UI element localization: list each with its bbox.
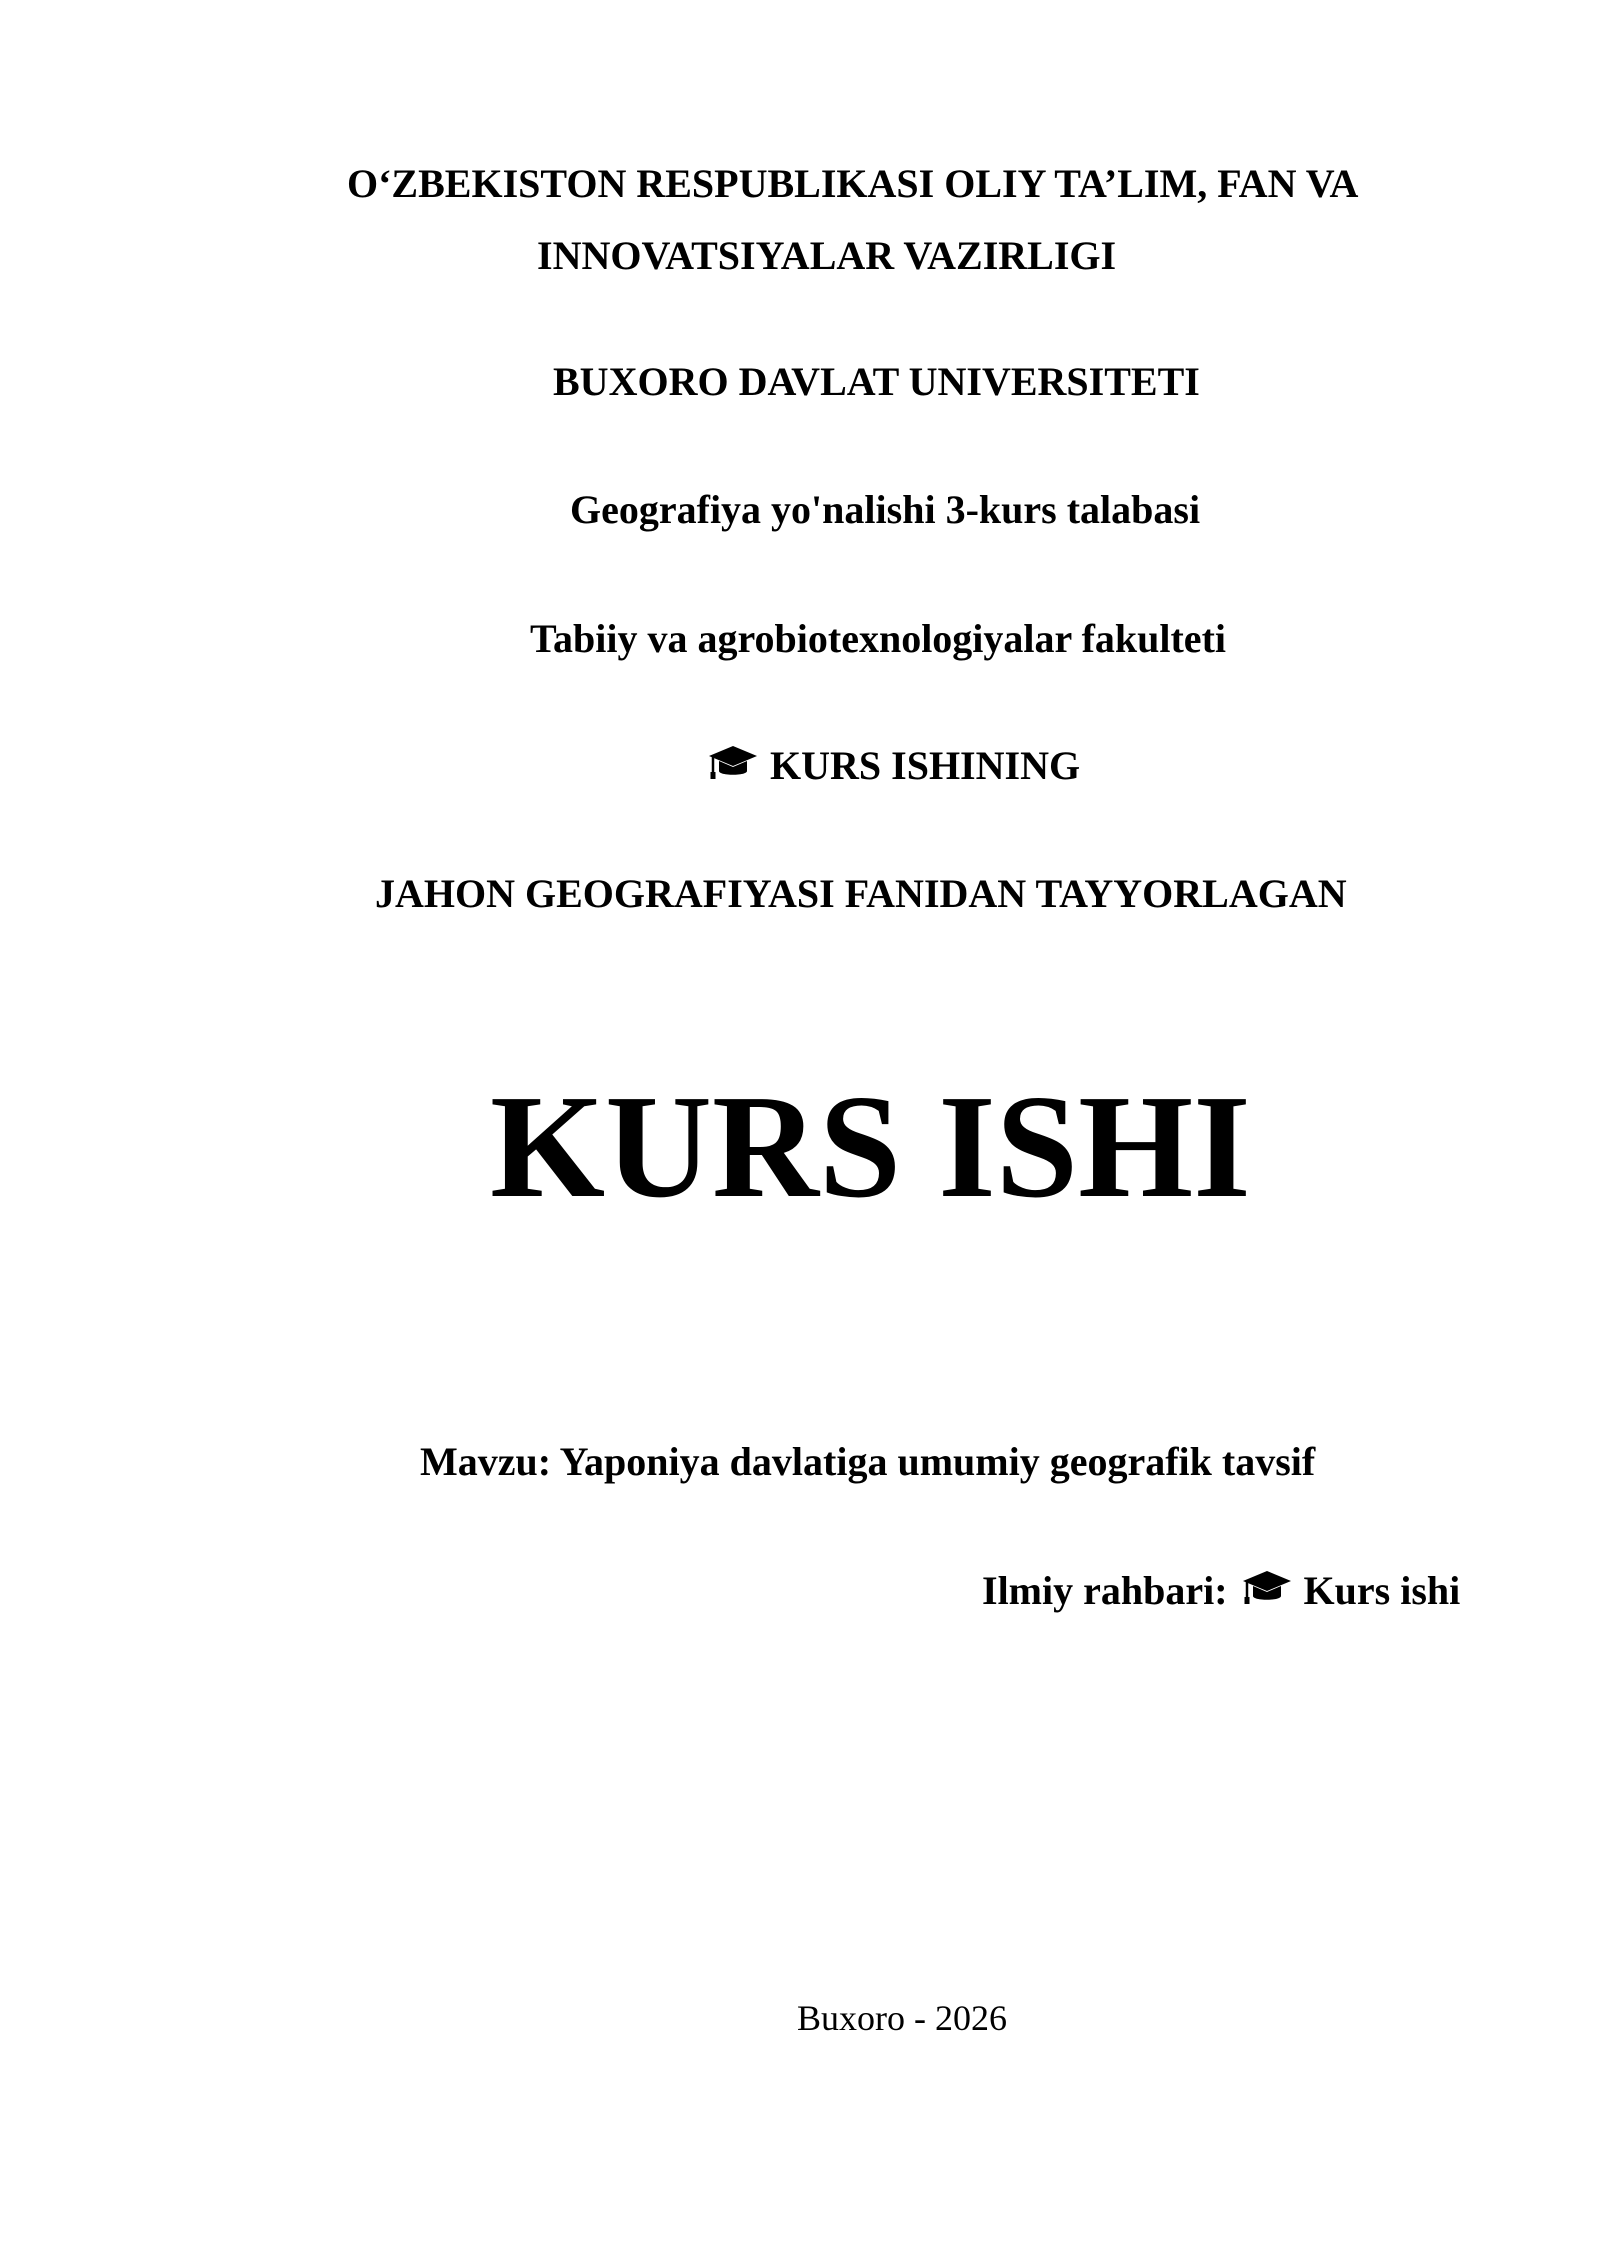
faculty-name: Tabiiy va agrobiotexnologiyalar fakulteti [530, 616, 1226, 661]
graduation-cap-icon [1242, 1568, 1292, 1608]
main-title: KURS ISHI [490, 1065, 1251, 1229]
advisor-label: Ilmiy rahbari: [982, 1568, 1228, 1613]
advisor-value: Kurs ishi [1303, 1568, 1461, 1613]
graduation-cap-icon [708, 743, 758, 783]
subject-line: JAHON GEOGRAFIYASI FANIDAN TAYYORLAGAN [375, 871, 1347, 916]
topic-line: Mavzu: Yaponiya davlatiga umumiy geografik tavsif [420, 1439, 1316, 1484]
advisor-line [982, 1563, 1582, 1619]
ministry-line-2: INNOVATSIYALAR VAZIRLIGI [537, 233, 1117, 278]
kurs-ishining-heading [708, 738, 1308, 794]
ministry-line-1: O‘ZBEKISTON RESPUBLIKASI OLIY TA’LIM, FAN VA [347, 161, 1359, 206]
student-info: Geografiya yo'nalishi 3-kurs talabasi [570, 487, 1201, 532]
kurs-ishining-text: KURS ISHINING [770, 743, 1081, 788]
place-year: Buxoro - 2026 [797, 1998, 1007, 2038]
university-name: BUXORO DAVLAT UNIVERSITETI [553, 359, 1200, 404]
